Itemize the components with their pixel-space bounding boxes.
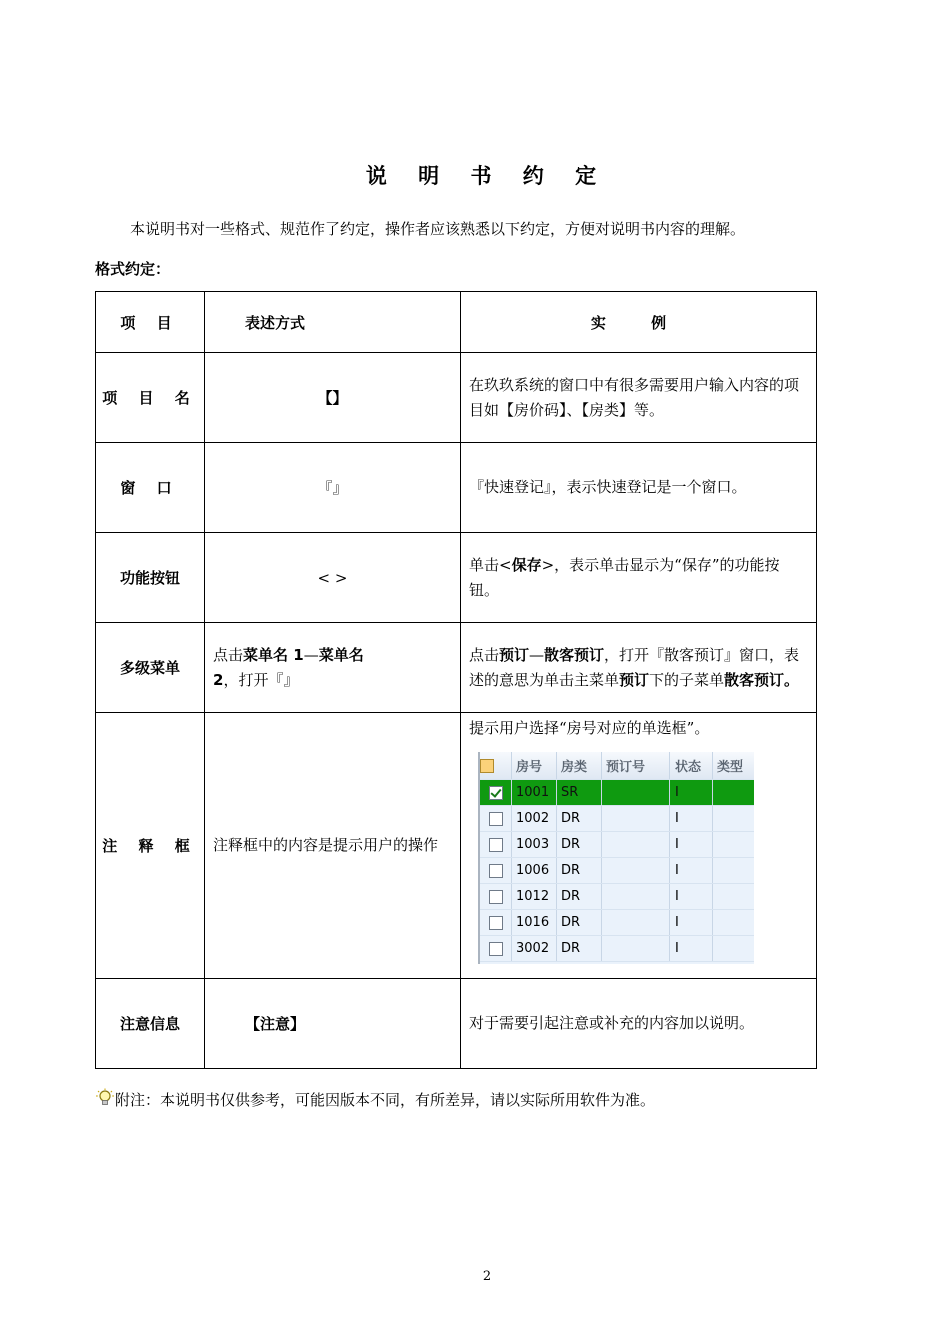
table-row — [96, 623, 817, 713]
cell-type: DR — [557, 806, 602, 832]
row-format: 【注意】 — [205, 979, 461, 1069]
row-item: 窗 口 — [96, 443, 205, 533]
row-checkbox[interactable] — [480, 910, 512, 936]
section-heading: 格式约定： — [95, 260, 171, 278]
col-status[interactable]: 状态 — [670, 752, 713, 780]
checkbox-icon — [489, 864, 503, 878]
cell-room: 1012 — [512, 884, 557, 910]
cell-booking — [602, 884, 670, 910]
row-example: 在玖玖系统的窗口中有很多需要用户输入内容的项目如【房价码】、【房类】等。 — [461, 353, 817, 443]
cell-status: I — [670, 884, 713, 910]
convention-table — [95, 291, 817, 1069]
cell-type: DR — [557, 936, 602, 962]
row-item: 多级菜单 — [96, 623, 205, 713]
format-text: 点击 — [213, 645, 244, 664]
example-bold-text: 预订 — [619, 670, 650, 689]
example-text: — — [529, 645, 545, 664]
cell-room: 1002 — [512, 806, 557, 832]
cell-status: I — [670, 858, 713, 884]
checkbox-icon — [480, 759, 494, 773]
footnote-text: 附注：本说明书仅供参考，可能因版本不同，有所差异，请以实际所用软件为准。 — [115, 1091, 656, 1109]
col-kind[interactable]: 类型 — [713, 752, 755, 780]
table-row — [96, 353, 817, 443]
grid-row[interactable] — [480, 910, 754, 936]
col-booking[interactable]: 预订号 — [602, 752, 670, 780]
row-format: 『』 — [205, 443, 461, 533]
example-bold-text: 散客预订。 — [724, 670, 800, 689]
cell-booking — [602, 936, 670, 962]
grid-row[interactable] — [480, 780, 754, 806]
footnote — [95, 1088, 655, 1110]
header-example: 实 例 — [461, 292, 817, 353]
row-format: 注释框中的内容是提示用户的操作 — [205, 713, 461, 979]
header-item: 项 目 — [96, 292, 205, 353]
cell-type: DR — [557, 832, 602, 858]
cell-room: 1003 — [512, 832, 557, 858]
cell-kind — [713, 910, 755, 936]
cell-booking — [602, 780, 670, 806]
checkbox-icon — [489, 942, 503, 956]
cell-booking — [602, 806, 670, 832]
example-text: 点击 — [469, 645, 500, 664]
cell-status: I — [670, 936, 713, 962]
cell-booking — [602, 910, 670, 936]
col-type[interactable]: 房类 — [557, 752, 602, 780]
row-example — [461, 623, 817, 713]
example-text: 单击< — [469, 555, 512, 574]
row-format — [205, 623, 461, 713]
cell-type: DR — [557, 858, 602, 884]
cell-status: I — [670, 780, 713, 806]
cell-booking — [602, 858, 670, 884]
row-item: 注意信息 — [96, 979, 205, 1069]
cell-kind — [713, 884, 755, 910]
table-row — [96, 979, 817, 1069]
row-checkbox[interactable] — [480, 858, 512, 884]
row-checkbox[interactable] — [480, 884, 512, 910]
row-item: 功能按钮 — [96, 533, 205, 623]
checkbox-icon — [489, 838, 503, 852]
cell-status: I — [670, 910, 713, 936]
cell-kind — [713, 806, 755, 832]
select-all-checkbox[interactable] — [480, 752, 512, 780]
checkbox-icon — [489, 916, 503, 930]
format-text: — — [303, 645, 319, 664]
checkbox-icon — [489, 812, 503, 826]
cell-status: I — [670, 832, 713, 858]
grid-row[interactable] — [480, 884, 754, 910]
cell-kind — [713, 780, 755, 806]
cell-kind — [713, 936, 755, 962]
cell-room: 1001 — [512, 780, 557, 806]
page-number: 2 — [482, 1269, 492, 1284]
table-header-row — [96, 292, 817, 353]
grid-header-row — [480, 752, 754, 780]
cell-room: 1006 — [512, 858, 557, 884]
format-bold-text: 菜单名 2 — [213, 645, 364, 689]
grid-row[interactable] — [480, 936, 754, 962]
row-format: < > — [205, 533, 461, 623]
table-row — [96, 443, 817, 533]
format-bold-text: 菜单名 1 — [243, 645, 304, 664]
checkbox-icon — [489, 786, 503, 800]
cell-kind — [713, 832, 755, 858]
table-row — [96, 713, 817, 979]
example-bold-text: 散客预订 — [544, 645, 605, 664]
row-example — [461, 713, 817, 979]
room-grid — [480, 752, 754, 962]
row-checkbox[interactable] — [480, 832, 512, 858]
cell-type: DR — [557, 884, 602, 910]
example-text: 下的子菜单 — [649, 670, 725, 689]
cell-type: SR — [557, 780, 602, 806]
cell-room: 3002 — [512, 936, 557, 962]
header-format: 表述方式 — [205, 292, 461, 353]
row-checkbox[interactable] — [480, 936, 512, 962]
cell-room: 1016 — [512, 910, 557, 936]
example-text: >，表示单击显示为“保存”的功能按钮。 — [469, 555, 780, 599]
row-item: 项 目 名 — [96, 353, 205, 443]
row-checkbox[interactable] — [480, 806, 512, 832]
example-text: ，打开『散客预订』窗口，表述的意思为单击主菜单 — [469, 645, 800, 689]
example-text: 提示用户选择“房号对应的单选框”。 — [469, 719, 710, 737]
row-example: 『快速登记』，表示快速登记是一个窗口。 — [461, 443, 817, 533]
table-row — [96, 533, 817, 623]
format-text: ，打开『』 — [223, 670, 299, 689]
cell-booking — [602, 832, 670, 858]
row-format: 【】 — [205, 353, 461, 443]
lightbulb-icon — [95, 1088, 115, 1108]
grid-row[interactable] — [480, 858, 754, 884]
page-title: 说 明 书 约 定 — [365, 164, 609, 188]
room-grid-screenshot — [478, 752, 754, 964]
cell-kind — [713, 858, 755, 884]
cell-status: I — [670, 806, 713, 832]
intro-paragraph: 本说明书对一些格式、规范作了约定，操作者应该熟悉以下约定，方便对说明书内容的理解。 — [130, 220, 746, 238]
example-bold-text: 预订 — [499, 645, 530, 664]
row-item: 注 释 框 — [96, 713, 205, 979]
row-example: 对于需要引起注意或补充的内容加以说明。 — [461, 979, 817, 1069]
example-bold-text: 保存 — [511, 555, 542, 574]
row-example — [461, 533, 817, 623]
grid-row[interactable] — [480, 806, 754, 832]
grid-row[interactable] — [480, 832, 754, 858]
checkbox-icon — [489, 890, 503, 904]
row-checkbox[interactable] — [480, 780, 512, 806]
col-room[interactable]: 房号 — [512, 752, 557, 780]
cell-type: DR — [557, 910, 602, 936]
